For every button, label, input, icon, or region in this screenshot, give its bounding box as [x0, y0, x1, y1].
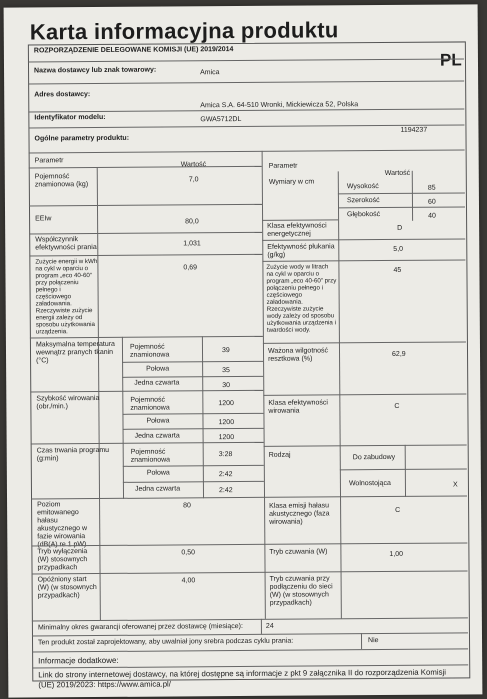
temp-quarter-value: 30 — [222, 382, 231, 390]
moisture-label: Ważona wilgotność resztkowa (%) — [267, 347, 329, 363]
country-code: PL — [439, 50, 462, 70]
depth-label: Głębokość — [347, 211, 381, 219]
spin-class-label: Klasa efektywności wirowania — [268, 399, 328, 415]
energy-consumption-value: 0,69 — [183, 264, 198, 272]
type-label: Rodzaj — [268, 451, 291, 459]
moisture-value: 62,9 — [392, 350, 406, 358]
duration-quarter-label: Jedna czwarta — [134, 485, 181, 493]
max-temp-label: Maksymalna temperatura wewnątrz pranych tkanin (°C) — [35, 340, 115, 365]
duration-quarter-value: 2:42 — [218, 487, 233, 495]
spin-class-value: C — [394, 402, 400, 410]
temp-half-value: 35 — [222, 367, 230, 375]
wash-efficiency-value: 1,031 — [183, 240, 201, 248]
additional-info-label: Informacje dodatkowe: — [38, 655, 119, 666]
height-label: Wysokość — [346, 183, 379, 191]
spin-quarter-value: 1200 — [218, 434, 235, 442]
duration-label: Czas trwania programu (g:min) — [36, 446, 110, 463]
width-value: 60 — [427, 198, 436, 206]
duration-rated-value: 3:28 — [218, 451, 233, 459]
silver-ions-value: Nie — [368, 637, 379, 645]
energy-class-value: D — [397, 224, 403, 232]
standby-value: 1,00 — [389, 550, 404, 558]
noise-class-value: C — [395, 506, 401, 514]
duration-half-label: Połowa — [146, 469, 170, 477]
temp-rated-label: Pojemność znamionowa — [129, 343, 170, 359]
noise-label: Poziom emitowanego hałasu akustycznego w fazie wirowania (dB(A) re 1 pW) — [37, 501, 88, 549]
eei-value: 80,0 — [185, 218, 199, 226]
noise-class-label: Klasa emisji hałasu akustycznego (faza wirowania) — [269, 502, 330, 526]
supplier-website-link[interactable]: Link do strony internetowej dostawcy, na której dostępne są informacje z pkt 9 załącznika II do rozporządzenia Komisji (UE) 2019/2023: https://www.amica.pl/ — [38, 667, 446, 690]
header-parameter-2: Parametr — [268, 162, 298, 170]
model-value: GWA5712DL — [200, 116, 242, 124]
supplier-label: Nazwa dostawcy lub znak towarowy: — [34, 66, 157, 75]
builtin-label: Do zabudowy — [352, 453, 396, 462]
freestanding-value: X — [452, 481, 458, 489]
off-mode-label: Tryb wyłączenia (W) stosownych przypadkach — [37, 548, 88, 572]
eei-label: EEIw — [35, 215, 52, 223]
address-value: Amica S.A. 64-510 Wronki, Mickiewicza 52, Polska — [200, 101, 359, 110]
general-params-code: 1194237 — [400, 126, 428, 134]
wash-efficiency-label: Współczynnik efektywności prania — [35, 236, 97, 252]
rinse-efficiency-value: 5,0 — [393, 245, 404, 253]
water-consumption-value: 45 — [393, 266, 402, 274]
temp-quarter-label: Jedna czwarta — [134, 379, 180, 387]
energy-consumption-label: Zużycie energii w kWh na cykl w oparciu o program „eco 40-60” przy połączeniu pełnego i częściowego załadowania. Rzeczywiste zużycie energii zależy od sposobu użytkowania urządzenia. — [35, 258, 98, 336]
product-information-sheet — [4, 4, 483, 697]
warranty-label: Minimalny okres gwarancji oferowanej przez dostawcę (miesiące): — [37, 623, 243, 632]
width-label: Szerokość — [346, 197, 380, 205]
spin-rated-label: Pojemność znamionowa — [130, 396, 170, 412]
noise-value: 80 — [183, 502, 191, 510]
header-value-2: Wartość — [384, 169, 411, 178]
spin-rated-value: 1200 — [218, 400, 234, 408]
depth-value: 40 — [428, 212, 436, 220]
delay-start-label: Opóźniony start (W) (w stosownych przypadkach) — [37, 576, 97, 600]
energy-class-label: Klasa efektywności energetycznej — [267, 222, 327, 238]
temp-rated-value: 39 — [221, 347, 230, 355]
address-label: Adres dostawcy: — [34, 91, 91, 99]
spin-half-label: Połowa — [146, 417, 170, 425]
capacity-value: 7,0 — [188, 176, 199, 184]
temp-half-label: Połowa — [146, 365, 170, 373]
spin-speed-label: Szybkość wirowania (obr./min.) — [36, 395, 100, 411]
off-mode-value: 0,50 — [181, 549, 196, 557]
standby-label: Tryb czuwania (W) — [269, 548, 328, 556]
header-value: Wartość — [180, 161, 207, 169]
height-value: 85 — [427, 184, 436, 192]
rinse-efficiency-label: Efektywność płukania (g/kg) — [267, 243, 335, 259]
network-standby-label: Tryb czuwania przy podłączeniu do sieci (W) (w stosownych przypadkach) — [269, 575, 333, 607]
duration-half-value: 2:42 — [218, 471, 233, 479]
water-consumption-label: Zużycie wody w litrach na cykl w oparciu o program „eco 40-60” przy połączeniu pełnego i częściowego załadowania. Rzeczywiste zużycie wody zależy od sposobu użytkowania urządzenia i twardości wody. — [266, 263, 337, 334]
spin-half-value: 1200 — [218, 419, 235, 427]
silver-ions-label: Ten produkt został zaprojektowany, aby uwalniał jony srebra podczas cyklu prania: — [38, 637, 294, 647]
sheet-title: Karta informacyjna produktu — [29, 17, 339, 45]
supplier-value: Amica — [200, 69, 220, 77]
regulation-text: ROZPORZĄDZENIE DELEGOWANE KOMISJI (UE) 2019/2014 — [33, 46, 234, 55]
column-divider — [361, 633, 362, 649]
general-params-label: Ogólne parametry produktu: — [34, 134, 130, 143]
delay-start-value: 4,00 — [181, 577, 196, 585]
model-label: Identyfikator modelu: — [34, 113, 106, 122]
warranty-value: 24 — [265, 622, 274, 630]
spin-quarter-label: Jedna czwarta — [134, 432, 180, 440]
capacity-label: Pojemność znamionowa (kg) — [34, 173, 89, 189]
duration-rated-label: Pojemność znamionowa — [130, 448, 171, 464]
column-divider — [261, 619, 262, 634]
freestanding-label: Wolnostojąca — [348, 479, 391, 488]
dimensions-label: Wymiary w cm — [268, 178, 315, 186]
header-parameter: Parametr — [34, 157, 64, 165]
